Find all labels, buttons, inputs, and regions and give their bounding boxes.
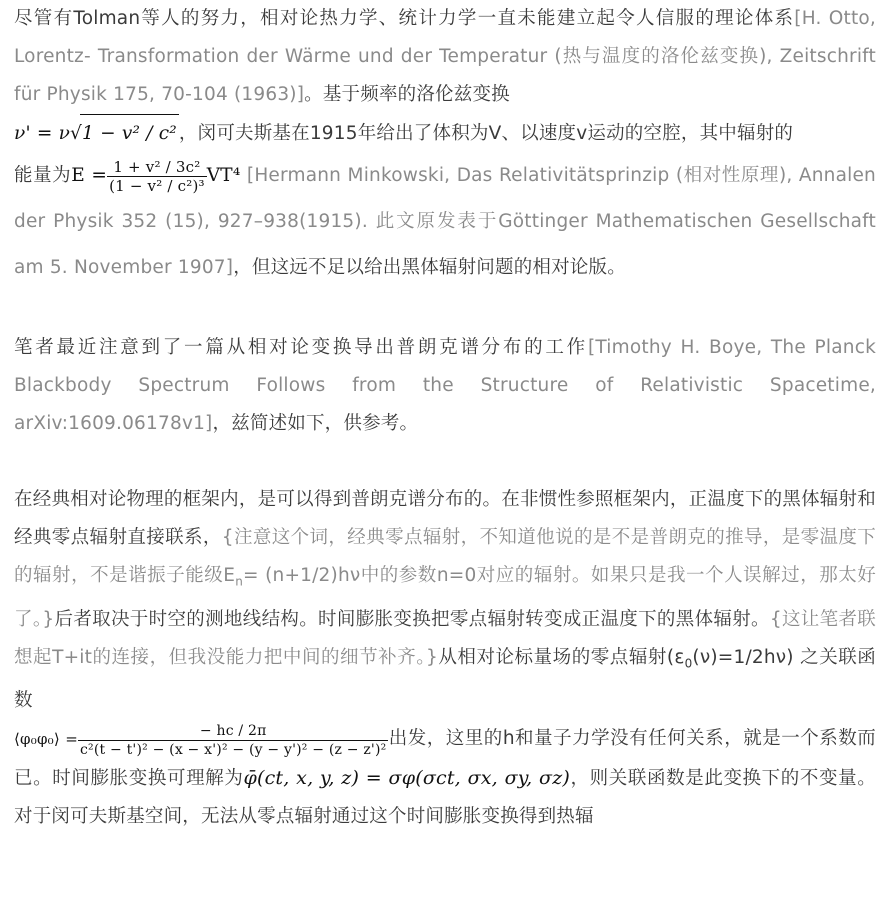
paragraph-1: [14, 0, 876, 291]
comment-1-text: {注意这个词，经典零点辐射，不知道他说的是不是普朗克的推导，是零温度下的辐射，不是谐振子能级E: [14, 527, 877, 586]
eq3-denominator: c²(t − t')² − (x − x')² − (y − y')² − (z − z')²: [80, 741, 387, 758]
author-comment-2: {这让笔者联想起T+it的连接，但我没能力把中间的细节补齐。}: [14, 608, 876, 668]
p3-text-2: 后者取决于时空的测地线结构。时间膨胀变换把零点辐射转变成正温度下的黑体辐射。: [54, 608, 770, 630]
minkowski-reference: [Hermann Minkowski, Das Relativitätsprinzip (相对性原理), Annalen der Physik 352 (15), 927–938(1915). 此文原发表于Göttinger Mathematischen Gesellschaft am 5. November 1907]: [14, 165, 876, 278]
p1-text-2: 。基于频率的洛伦兹变换: [304, 84, 510, 105]
p1-text-5: ，但这远不足以给出黑体辐射问题的相对论版。: [233, 257, 626, 278]
frequency-lorentz-equation: [14, 123, 179, 144]
paragraph-2: [14, 329, 876, 443]
p2-text-1: 笔者最近注意到了一篇从相对论变换导出普朗克谱分布的工作: [14, 337, 588, 358]
eq2-fraction: [107, 158, 207, 195]
eq2-lhs: E =: [71, 165, 108, 186]
p2-text-2: ，兹简述如下，供参考。: [212, 413, 419, 434]
energy-equation: [71, 157, 241, 195]
comment-1-subscript: n: [235, 574, 243, 589]
p1-text-4: 能量为: [14, 165, 72, 186]
eq3-lhs: ⟨φ₀φ₀⟩ =: [14, 730, 78, 749]
eq1-radicand: 1 − v² / c²: [80, 114, 179, 153]
eq3-fraction: [78, 722, 388, 759]
p1-text-3: ，闵可夫斯基在1915年给出了体积为V、以速度v运动的空腔，其中辐射的: [178, 123, 794, 144]
eq1-lhs: ν' = ν: [14, 123, 71, 144]
paragraph-gap: [14, 291, 876, 329]
p3-text-1: 在经典相对论物理的框架内，是可以得到普朗克谱分布的。在非惯性参照框架内，正温度下的黑体辐射和经典零点辐射直接联系，: [14, 489, 876, 548]
eq2-numerator: 1 + v² / 3c²: [107, 158, 207, 177]
time-dilation-equation: φ̄(ct, x, y, z) = σφ(σct, σx, σy, σz): [243, 766, 571, 789]
sqrt-sign: √: [70, 123, 83, 144]
correlation-function-equation: [14, 722, 388, 758]
paragraph-3: [14, 481, 876, 836]
eq2-tail: VT⁴: [206, 165, 241, 186]
p3-text-4: 出发，这里的h和量子力学没有任何关系，就是一个系数而已。时间膨胀变换可理解为: [14, 728, 876, 789]
paragraph-gap: [14, 443, 876, 481]
p3-text-3b: (ν)=1/2hν) 之关联函数: [14, 646, 876, 712]
otto-reference: [H. Otto, Lorentz- Transformation der Wärme und der Temperatur (热与温度的洛伦兹变换), Zeitschrift für Physik 175, 70-104 (1963)]: [14, 8, 876, 105]
boye-reference: [Timothy H. Boye, The Planck Blackbody Spectrum Follows from the Structure of Relativistic Spacetime, arXiv:1609.06178v1]: [14, 337, 876, 434]
eq3-numerator: − hc / 2π: [78, 722, 388, 741]
p1-text-1: 尽管有Tolman等人的努力，相对论热力学、统计力学一直未能建立起令人信服的理论体系: [14, 8, 795, 29]
eq2-denominator: (1 − v² / c²)³: [109, 176, 205, 195]
p3-text-3a: 从相对论标量场的零点辐射(ε: [438, 646, 685, 668]
epsilon-subscript: 0: [684, 656, 693, 671]
p3-text-5: ，则关联函数是此变换下的不变量。对于闵可夫斯基空间，无法从零点辐射通过这个时间膨胀变换得到热辐: [14, 767, 876, 827]
comment-1-text-2: = (n+1/2)hν中的参数n=0对应的辐射。如果只是我一个人误解过，那太好了。}: [14, 565, 876, 630]
